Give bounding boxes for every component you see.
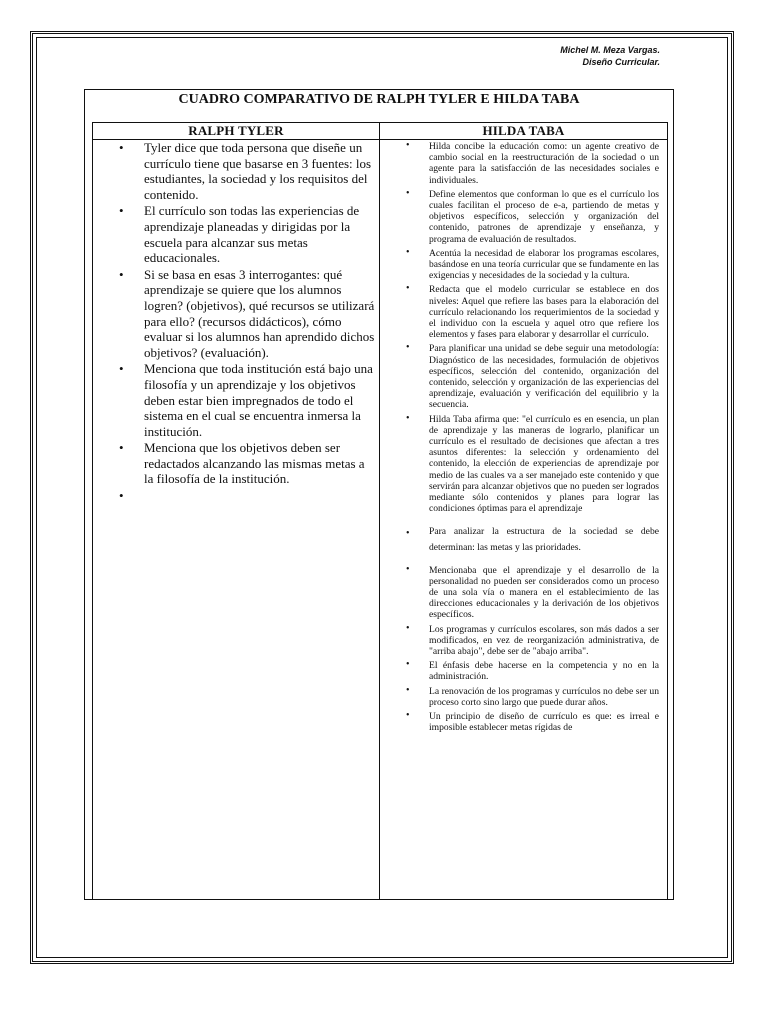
course-name: Diseño Curricular. [582, 57, 660, 67]
point-text: El énfasis debe hacerse en la competencia y no en la administración. [429, 660, 659, 683]
point-text: Para planificar una unidad se debe seguir una metodología: Diagnóstico de las necesidades, formulación de objetivos específicos, selección del contenido, organización del contenido, selección y organización de las experiencias del aprendizaje, evaluación y verificación del equilibrio y la secuencia. [429, 343, 659, 411]
point-text: Acentúa la necesidad de elaborar los programas escolares, basándose en una teoría curricular que se fundamente en las exigencias y necesidades de la sociedad y la cultura. [429, 247, 659, 282]
comparison-table [84, 89, 674, 900]
tyler-column [93, 123, 380, 900]
point-text: Los programas y currículos escolares, son más dados a ser modificados, en vez de reorganización administrativa, de "arriba abajo", debe ser de "abajo arriba". [429, 623, 659, 657]
list-item [93, 140, 379, 202]
list-item [93, 488, 379, 504]
bullet-icon: • [119, 440, 124, 456]
bullet-icon: • [119, 203, 124, 219]
point-text: La renovación de los programas y currículos no debe ser un proceso corto sino largo que puede durar años. [429, 685, 659, 708]
list-item [380, 524, 667, 556]
point-text: Tyler dice que toda persona que diseñe un currículo tiene que basarse en 3 fuentes: los estudiantes, la sociedad y los requisitos del contenido. [144, 140, 372, 202]
list-item [380, 414, 667, 515]
bullet-icon: • [406, 342, 410, 354]
tyler-heading: RALPH TYLER [93, 123, 379, 140]
point-text: El currículo son todas las experiencias de aprendizaje planeadas y dirigidas por la escuela para alcanzar sus metas educacionales. [144, 203, 360, 266]
bullet-icon: • [406, 187, 410, 199]
taba-heading: HILDA TABA [380, 123, 667, 140]
bullet-icon: • [406, 563, 410, 575]
author-header [560, 44, 660, 68]
point-text: Menciona que toda institución está bajo una filosofía y un aprendizaje y los objetivos deben estar bien impregnados de todo el sistema en el cual se encuentra inmersa la institución. [144, 361, 373, 439]
list-item [93, 440, 379, 487]
list-item [380, 189, 667, 245]
list-item [93, 361, 379, 439]
list-item [380, 343, 667, 410]
bullet-icon: • [406, 659, 410, 671]
list-item [380, 141, 667, 186]
point-text: Menciona que los objetivos deben ser redactados alcanzando las mismas metas a la filosofía de la institución. [144, 440, 365, 487]
list-item [380, 248, 667, 282]
document-title: CUADRO COMPARATIVO DE RALPH TYLER E HILDA TABA [178, 92, 580, 107]
list-item [93, 267, 379, 361]
list-item [380, 660, 667, 682]
bullet-icon: • [406, 283, 410, 295]
list-item [93, 203, 379, 265]
tyler-points-list [93, 140, 379, 504]
bullet-icon: • [406, 527, 410, 539]
list-item [380, 686, 667, 708]
list-item [380, 284, 667, 340]
taba-column [380, 123, 668, 900]
taba-points-list [380, 140, 667, 733]
point-text: Hilda Taba afirma que: "el currículo es en esencia, un plan de aprendizaje y las maneras de lograrlo, planificar un currículo es el resultado de decisiones que afectan a tres asuntos diferentes: la selección y ordenamiento del contenido, la elección de experiencias de aprendizaje por medio de las cuales va a ser manejado este contenido y que servirán para alcanzar objetivos que no pueden ser logrados mediante sólo contenidos y planes para lograr las condiciones óptimas para el aprendizaje [429, 413, 659, 515]
list-item [380, 624, 667, 658]
point-text: Hilda concibe la educación como: un agente creativo de cambio social en la reestructuración de la sociedad o un agente para la satisfacción de las necesidades sociales e individuales. [429, 141, 659, 186]
bullet-icon: • [406, 684, 410, 696]
bullet-icon: • [406, 246, 410, 258]
point-text: Redacta que el modelo curricular se establece en dos niveles: Aquel que refiere las bases para la elaboración del currículo relacionando los requerimientos de la sociedad y el individuo con la escuela y aquel otro que refiere los elementos y fases para elaborar y desarrollar el currículo. [429, 284, 659, 341]
bullet-icon: • [406, 140, 410, 151]
bullet-icon: • [119, 140, 124, 155]
author-name: Michel M. Meza Vargas. [560, 45, 660, 55]
bullet-icon: • [119, 266, 124, 282]
bullet-icon: • [119, 361, 124, 377]
list-item [380, 565, 667, 621]
point-text: Para analizar la estructura de la sociedad se debe determinan: las metas y las prioridades. [429, 525, 659, 553]
bullet-icon: • [406, 709, 410, 721]
list-item [380, 711, 667, 733]
bullet-icon: • [406, 412, 410, 424]
point-text: Si se basa en esas 3 interrogantes: qué aprendizaje se quiere que los alumnos logren? (objetivos), qué recursos se utilizará para ello? (recursos didácticos), cómo evaluar si los alumnos han aprendido dichos objetivos? (evaluación). [144, 266, 375, 360]
point-text: Un principio de diseño de currículo es que: es irreal e imposible establecer metas rígidas de [429, 710, 659, 734]
point-text: Mencionaba que el aprendizaje y el desarrollo de la personalidad no pueden ser considerados como un proceso de una sola vía o manera en el establecimiento de las direcciones educacionales y la derivación de los objetivos específicos. [429, 564, 659, 621]
point-text: Define elementos que conforman lo que es el currículo los cuales facilitan el proceso de e-a, partiendo de metas y objetivos específicos, selección y organización del contenido, patrones de aprendizaje y enseñanza, y programa de evaluación de resultados. [429, 188, 659, 245]
bullet-icon: • [119, 488, 124, 504]
table-columns [92, 122, 668, 900]
bullet-icon: • [406, 622, 410, 634]
